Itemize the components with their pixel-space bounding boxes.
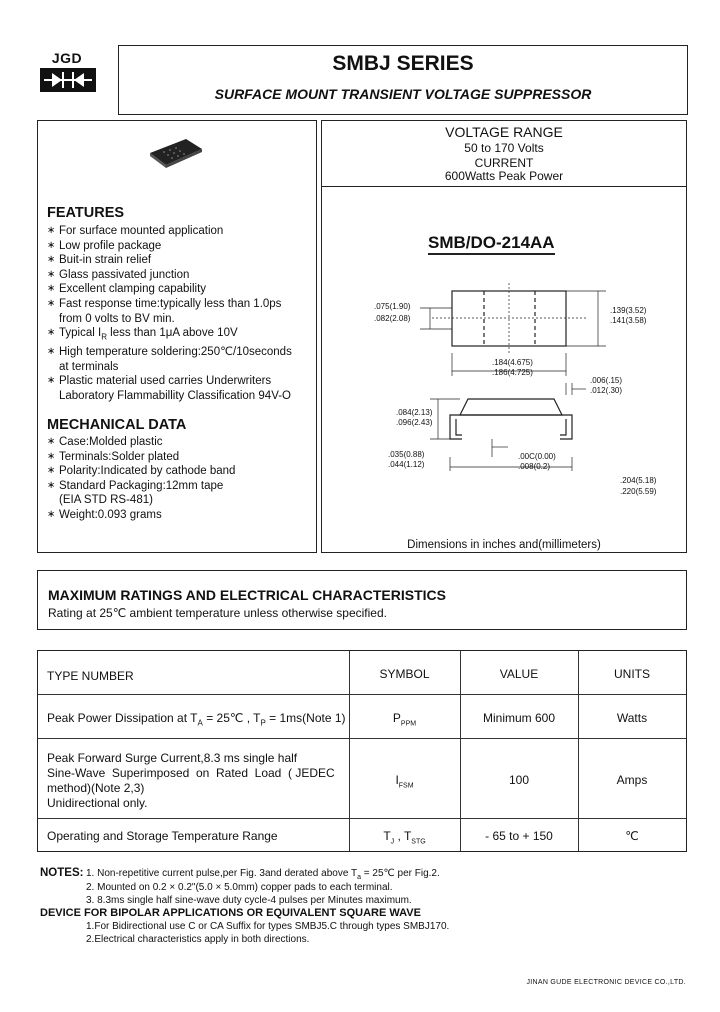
diode-logo-icon [40, 68, 96, 92]
table-cell: Operating and Storage Temperature Range [47, 829, 278, 843]
list-item: ∗ Terminals:Solder plated [47, 450, 180, 463]
list-item: ∗ Fast response time:typically less than 1.0ps [47, 297, 282, 310]
list-item: ∗ Polarity:Indicated by cathode band [47, 465, 236, 478]
table-cell: $T_J$ , $T_{STG}$ [383, 829, 426, 846]
table-rule [38, 818, 686, 819]
note-line: 1. Non-repetitive current pulse,per Fig. 3and derated above $T_a$ = 25℃ per Fig.2. [86, 868, 440, 881]
ratings-subtitle: Rating at 25℃ ambient temperature unless otherwise specified. [48, 606, 387, 620]
table-cell: - 65 to + 150 [485, 829, 553, 843]
list-item: ∗ High temperature soldering:250℃/10seconds [47, 346, 292, 359]
dim-label: .075(1.90) [374, 302, 411, 311]
header-box [118, 45, 688, 115]
table-rule [38, 738, 686, 739]
ratings-table [37, 650, 687, 852]
dim-label: .204(5.18) [620, 476, 657, 485]
list-item: ∗ Excellent clamping capability [47, 283, 207, 296]
package-box [321, 120, 687, 553]
column-header: TYPE NUMBER [47, 669, 134, 683]
dimensions-note: Dimensions in inches and(millimeters) [407, 539, 601, 551]
page-subtitle: SURFACE MOUNT TRANSIENT VOLTAGE SUPPRESSOR [214, 86, 592, 102]
voltage-range-value: 50 to 170 Volts [464, 141, 544, 155]
table-rule [578, 651, 579, 851]
list-item: ∗ Weight:0.093 grams [47, 508, 162, 521]
dim-label: .044(1.12) [388, 460, 425, 469]
dim-label: .035(0.88) [388, 450, 425, 459]
dim-label: .008(0.2) [518, 462, 551, 471]
table-cell: Amps [616, 773, 648, 787]
features-heading: FEATURES [47, 205, 125, 221]
table-cell: Peak Power Dissipation at $T_A$ = 25℃ , $T_P$ = 1ms(Note 1) [47, 711, 346, 728]
component-image [146, 135, 206, 169]
note-line: 3. 8.3ms single half sine-wave duty cycle-4 pulses per Minutes maximum. [86, 895, 412, 906]
list-item: ∗ Glass passivated junction [47, 268, 190, 281]
ratings-title: MAXIMUM RATINGS AND ELECTRICAL CHARACTERISTICS [48, 587, 446, 603]
column-header: UNITS [614, 667, 650, 681]
dim-label: .220(5.59) [620, 487, 657, 496]
dim-label: .096(2.43) [396, 418, 433, 427]
list-item: Laboratory Flammabillity Classification 94V-O [59, 389, 292, 402]
list-item: ∗ Buit-in strain relief [47, 254, 152, 267]
table-rule [38, 694, 686, 695]
table-cell: $I_{FSM}$ [395, 773, 414, 790]
note-line: 2. Mounted on 0.2 × 0.2"(5.0 × 5.0mm) copper pads to each terminal. [86, 882, 393, 893]
bipolar-heading: DEVICE FOR BIPOLAR APPLICATIONS OR EQUIVALENT SQUARE WAVE [40, 907, 421, 919]
dim-label: .141(3.58) [610, 316, 647, 325]
logo-text: JGD [51, 50, 83, 66]
list-item: ∗ For surface mounted application [47, 225, 224, 237]
dim-label: .184(4.675) [492, 358, 533, 367]
table-cell: 100 [508, 773, 530, 787]
dim-label: .186(4.725) [492, 368, 533, 377]
notes-label: NOTES: [40, 867, 84, 879]
column-header: VALUE [499, 667, 539, 681]
table-rule [349, 651, 350, 851]
ratings-box [37, 570, 687, 630]
note-line: 1.For Bidirectional use C or CA Suffix for types SMBJ5.C through types SMBJ170. [86, 921, 450, 932]
dim-label: .00C(0.00) [518, 452, 556, 461]
table-cell: Peak Forward Surge Current,8.3 ms single half Sine-Wave Superimposed on Rated Load ( JEDEC method)(Note 2,3) Unidirectional only. [47, 751, 335, 810]
package-name: SMB/DO-214AA [428, 233, 555, 255]
table-cell: ℃ [625, 829, 639, 843]
dim-label: .006(.15) [590, 376, 623, 385]
dim-label: .012(.30) [590, 386, 623, 395]
note-line: 2.Electrical characteristics apply in both directions. [86, 934, 310, 945]
list-item: (EIA STD RS-481) [59, 494, 153, 507]
mechanical-heading: MECHANICAL DATA [47, 417, 187, 433]
list-item: ∗ Case:Molded plastic [47, 436, 163, 448]
features-list [47, 224, 313, 403]
company-logo [36, 50, 98, 106]
table-cell: Minimum 600 [482, 711, 556, 725]
list-item: ∗ Low profile package [47, 239, 162, 252]
peak-power: 600Watts Peak Power [444, 169, 564, 183]
dim-label: .082(2.08) [374, 314, 411, 323]
footer-company: JINAN GUDE ELECTRONIC DEVICE CO.,LTD. [526, 979, 686, 986]
list-item: ∗ Standard Packaging:12mm tape [47, 479, 224, 492]
list-item: ∗ Typical $I_R$ less than 1μA above 10V [47, 327, 238, 342]
dim-label: .084(2.13) [396, 408, 433, 417]
divider [322, 186, 686, 187]
package-outline-drawing [322, 261, 686, 531]
list-item: ∗ Plastic material used carries Underwriters [47, 375, 272, 388]
list-item: at terminals [59, 360, 119, 373]
table-rule [460, 651, 461, 851]
table-cell: $P_{PPM}$ [392, 711, 417, 728]
voltage-range-title: VOLTAGE RANGE [445, 124, 563, 140]
dim-label: .139(3.52) [610, 306, 647, 315]
page-title: SMBJ SERIES [332, 52, 474, 75]
table-cell: Watts [616, 711, 648, 725]
list-item: from 0 volts to BV min. [59, 312, 175, 325]
mechanical-list [47, 435, 313, 523]
column-header: SYMBOL [379, 667, 430, 681]
features-box [37, 120, 317, 553]
current-label: CURRENT [474, 156, 534, 170]
